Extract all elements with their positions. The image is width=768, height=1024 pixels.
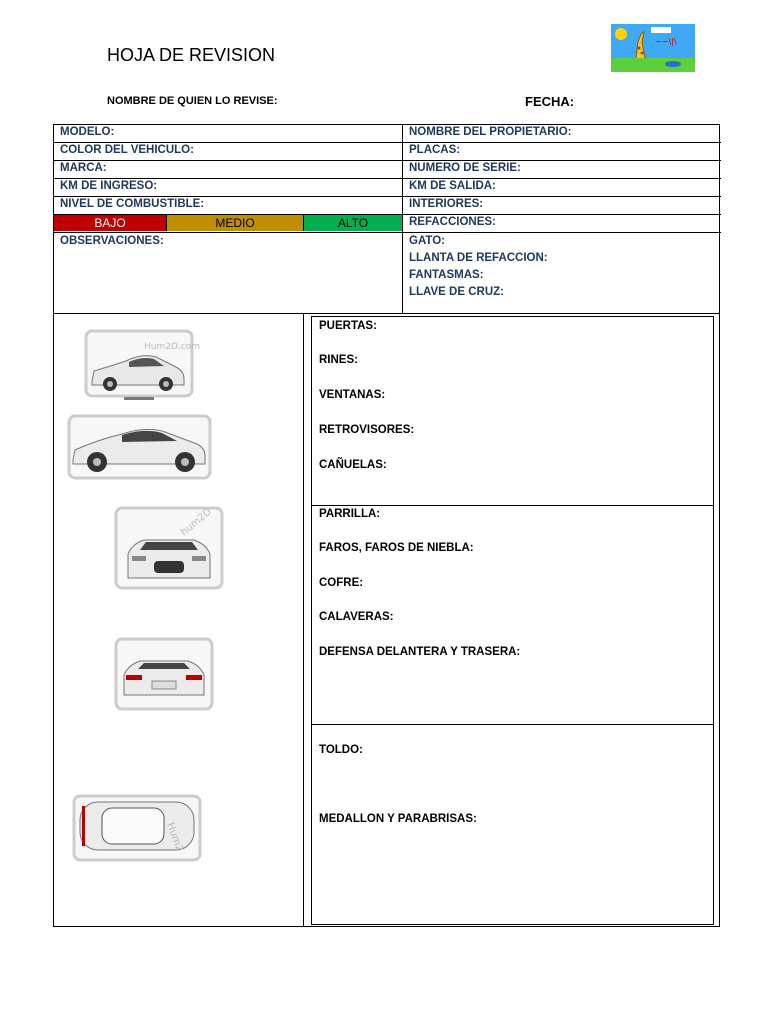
hood-field[interactable]: COFRE:	[319, 577, 364, 589]
rims-field[interactable]: RINES:	[319, 354, 358, 366]
car-side-left-icon	[84, 329, 200, 409]
fuel-low-option[interactable]: BAJO	[54, 215, 167, 231]
fuel-level-field[interactable]: NIVEL DE COMBUSTIBLE:	[60, 198, 205, 210]
panel-front-rear	[311, 505, 714, 725]
km-salida-field[interactable]: KM DE SALIDA:	[409, 180, 496, 192]
car-front-icon	[114, 506, 224, 596]
mirrors-field[interactable]: RETROVISORES:	[319, 424, 415, 436]
marca-field[interactable]: MARCA:	[60, 162, 107, 174]
serial-number-field[interactable]: NUMERO DE SERIE:	[409, 162, 521, 174]
page-title: HOJA DE REVISION	[107, 45, 276, 65]
svg-text:hum2D: hum2D	[178, 506, 214, 539]
gutters-field[interactable]: CAÑUELAS:	[319, 459, 387, 471]
color-field[interactable]: COLOR DEL VEHICULO:	[60, 144, 194, 156]
svg-text:Hum2: Hum2	[164, 821, 185, 854]
car-side-right-icon	[67, 414, 212, 487]
plates-field[interactable]: PLACAS:	[409, 144, 461, 156]
spare-parts-field[interactable]: REFACCIONES:	[409, 216, 496, 228]
svg-text:~~\|\: ~~\|\	[655, 37, 677, 46]
lug-wrench-field[interactable]: LLAVE DE CRUZ:	[409, 286, 504, 298]
taillights-field[interactable]: CALAVERAS:	[319, 611, 394, 623]
car-top-icon	[72, 794, 202, 867]
fuel-high-option[interactable]: ALTO	[304, 215, 402, 231]
windshield-field[interactable]: MEDALLON Y PARABRISAS:	[319, 813, 477, 825]
date-label: FECHA:	[525, 94, 575, 109]
modelo-field[interactable]: MODELO:	[60, 126, 115, 138]
owner-name-field[interactable]: NOMBRE DEL PROPIETARIO:	[409, 126, 572, 138]
ghosts-field[interactable]: FANTASMAS:	[409, 269, 484, 281]
observations-field[interactable]: OBSERVACIONES:	[60, 235, 164, 247]
interiors-field[interactable]: INTERIORES:	[409, 198, 484, 210]
inspection-section	[53, 313, 720, 927]
car-rear-icon	[114, 637, 214, 717]
headlights-field[interactable]: FAROS, FAROS DE NIEBLA:	[319, 542, 474, 554]
fuel-medium-option[interactable]: MEDIO	[167, 215, 304, 231]
windows-field[interactable]: VENTANAS:	[319, 389, 386, 401]
giraffe-drawing-logo	[611, 24, 695, 72]
vehicle-info-grid	[53, 124, 720, 314]
km-ingreso-field[interactable]: KM DE INGRESO:	[60, 180, 158, 192]
jack-field[interactable]: GATO:	[409, 235, 445, 247]
doors-field[interactable]: PUERTAS:	[319, 320, 377, 332]
panel-roof-glass	[311, 724, 714, 925]
grille-field[interactable]: PARRILLA:	[319, 508, 381, 520]
reviewer-label: NOMBRE DE QUIEN LO REVISE:	[107, 95, 278, 107]
bumpers-field[interactable]: DEFENSA DELANTERA Y TRASERA:	[319, 646, 521, 658]
spare-tire-field[interactable]: LLANTA DE REFACCION:	[409, 252, 548, 264]
watermark-text: Hum2D.com	[144, 342, 200, 352]
roof-field[interactable]: TOLDO:	[319, 744, 363, 756]
panel-body-parts	[311, 316, 714, 506]
